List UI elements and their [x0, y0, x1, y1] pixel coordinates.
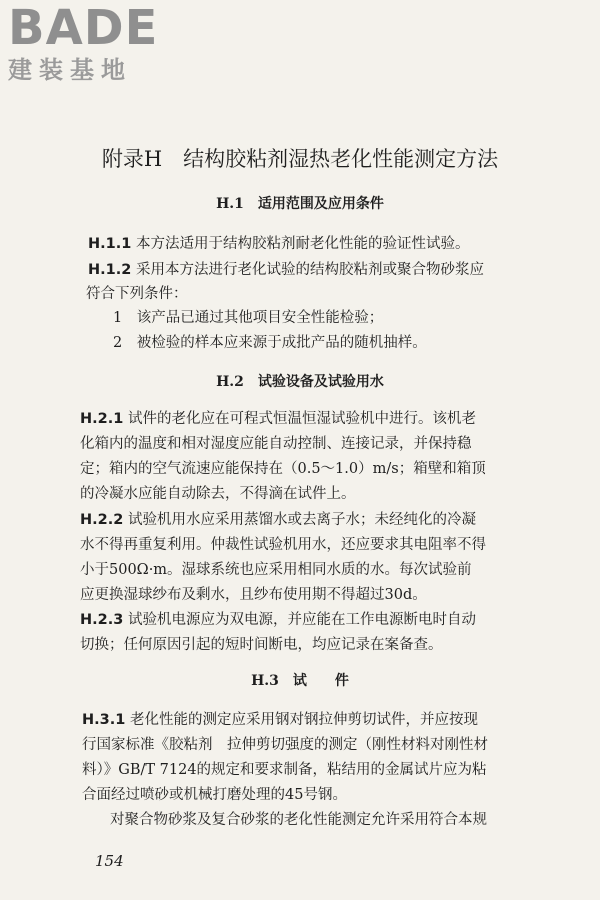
- clause-text: 试验机电源应为双电源，并应能在工作电源断电时自动: [127, 612, 476, 628]
- clause-text: 采用本方法进行老化试验的结构胶粘剂或聚合物砂浆应: [135, 262, 484, 278]
- clause-text: 本方法适用于结构胶粘剂耐老化性能的验证性试验。: [135, 236, 470, 252]
- clause-h222-line2: 水不得再重复利用。仲裁性试验机用水，还应要求其电阻率不得: [80, 537, 486, 553]
- paragraph-continuation: 对聚合物砂浆及复合砂浆的老化性能测定允许采用符合本规: [110, 812, 487, 828]
- clause-h111: [88, 232, 469, 253]
- clause-text: 试验机用水应采用蒸馏水或去离子水；未经纯化的冷凝: [127, 512, 476, 528]
- page-title: 附录H 结构胶粘剂湿热老化性能测定方法: [101, 147, 499, 171]
- clause-number: H.2.3: [80, 612, 124, 628]
- clause-number: H.2.1: [80, 411, 124, 427]
- page-number: 154: [95, 852, 124, 870]
- section-heading-h2: H.2 试验设备及试验用水: [216, 374, 384, 390]
- clause-h221: [80, 407, 476, 428]
- clause-h221-line2: 化箱内的温度和相对湿度应能自动控制、连接记录，并保持稳: [80, 436, 472, 452]
- clause-h221-line3: 定；箱内的空气流速应能保持在（0.5～1.0）m/s；箱壁和箱顶: [80, 461, 486, 477]
- clause-h331: [82, 708, 478, 729]
- clause-number: H.3.1: [82, 712, 126, 728]
- bade-logo: [8, 0, 159, 85]
- section-heading-h1: H.1 适用范围及应用条件: [216, 196, 384, 212]
- clause-h221-line4: 的冷凝水应能自动除去，不得滴在试件上。: [80, 486, 356, 502]
- list-item-1: 1 该产品已通过其他项目安全性能检验；: [113, 310, 384, 326]
- clause-h331-line4: 合面经过喷砂或机械打磨处理的45号钢。: [82, 787, 347, 803]
- clause-h112-line2: 符合下列条件：: [86, 286, 188, 302]
- clause-h222-line3: 小于500Ω·m。湿球系统也应采用相同水质的水。每次试验前: [80, 562, 472, 578]
- logo-subtitle: 建装基地: [8, 56, 132, 84]
- clause-number: H.2.2: [80, 512, 124, 528]
- clause-h223: [80, 608, 476, 629]
- clause-h223-line2: 切换；任何原因引起的短时间断电，均应记录在案备查。: [80, 637, 443, 653]
- clause-h222: [80, 508, 476, 529]
- list-item-2: 2 被检验的样本应来源于成批产品的随机抽样。: [113, 335, 427, 351]
- clause-number: H.1.2: [88, 262, 132, 278]
- clause-text: 试件的老化应在可程式恒温恒湿试验机中进行。该机老: [127, 411, 476, 427]
- clause-h331-line2: 行国家标准《胶粘剂 拉伸剪切强度的测定（刚性材料对刚性材: [82, 737, 488, 753]
- logo-wordmark: BADE: [8, 0, 159, 56]
- clause-h331-line3: 料）》GB/T 7124的规定和要求制备，粘结用的金属试片应为粘: [82, 762, 487, 778]
- clause-number: H.1.1: [88, 236, 132, 252]
- clause-h222-line4: 应更换湿球纱布及剩水，且纱布使用期不得超过30d。: [80, 587, 427, 603]
- clause-text: 老化性能的测定应采用钢对钢拉伸剪切试件，并应按现: [129, 712, 478, 728]
- section-heading-h3: H.3 试 件: [251, 673, 349, 689]
- clause-h112: [88, 258, 484, 279]
